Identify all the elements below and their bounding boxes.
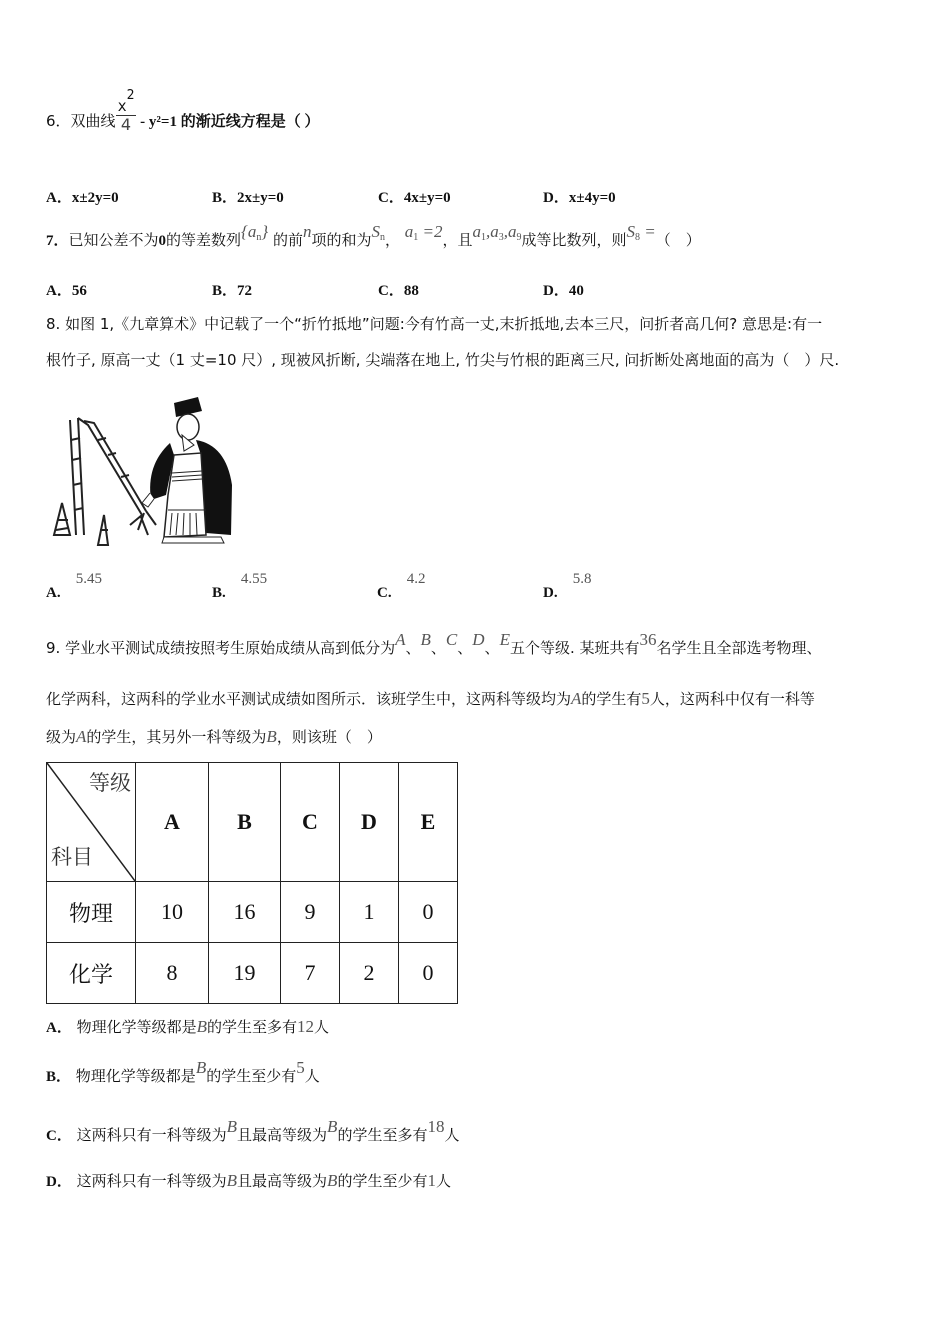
stem-text: 名学生且全部选考物理、 bbox=[656, 639, 822, 657]
q8-option-c[interactable] bbox=[377, 568, 426, 601]
option-value: 56 bbox=[71, 283, 87, 299]
grades-table bbox=[46, 762, 458, 1004]
option-text: 人 bbox=[444, 1126, 460, 1144]
option-text: 人 bbox=[314, 1018, 330, 1036]
math: a bbox=[490, 222, 499, 241]
question-9-line-1 bbox=[46, 630, 822, 658]
math-a1-a3-a9: $a_1,a_3,a_9$ bbox=[472, 222, 522, 243]
count-five: 5 bbox=[641, 689, 650, 708]
option-label: C． bbox=[378, 190, 404, 206]
table-cell: 16 bbox=[209, 882, 281, 943]
corner-grade-label: 等级 bbox=[89, 771, 131, 795]
math: S bbox=[626, 222, 636, 241]
grade-A: A bbox=[395, 630, 406, 649]
question-9-line-2 bbox=[46, 689, 815, 709]
option-value: x±2y=0 bbox=[71, 190, 119, 206]
option-label: A. bbox=[46, 585, 61, 601]
option-text: 的学生至少有 bbox=[206, 1067, 297, 1085]
grade-D: D bbox=[472, 630, 485, 649]
option-text: 且最高等级为 bbox=[237, 1126, 328, 1144]
option-number: 1 bbox=[427, 1171, 436, 1190]
option-value: 5.45 bbox=[75, 571, 102, 587]
math: =2 bbox=[418, 222, 443, 241]
table-header-row bbox=[47, 763, 458, 882]
q6-option-d[interactable] bbox=[543, 186, 616, 207]
grade-B: B bbox=[226, 1171, 238, 1190]
option-text: 且最高等级为 bbox=[237, 1172, 328, 1190]
stem-text: 双曲线 bbox=[70, 112, 116, 130]
grade-E: E bbox=[499, 630, 510, 649]
option-text: 人 bbox=[435, 1172, 451, 1190]
option-text: 的学生至少有 bbox=[337, 1172, 428, 1190]
math-S8 bbox=[627, 222, 656, 241]
option-value: 4x±y=0 bbox=[403, 190, 451, 206]
stem-text: 的等差数列 bbox=[166, 231, 242, 249]
q6-option-c[interactable] bbox=[378, 186, 451, 207]
stem-text: 的学生有 bbox=[581, 690, 642, 708]
option-text: 物理化学等级都是 bbox=[76, 1018, 197, 1036]
option-value: x±4y=0 bbox=[568, 190, 616, 206]
option-value: 5.8 bbox=[572, 571, 592, 587]
q9-option-a[interactable] bbox=[46, 1017, 329, 1038]
grade-B: B bbox=[226, 1117, 238, 1136]
table-header-cell: A bbox=[136, 763, 209, 882]
option-label: C． bbox=[46, 1128, 72, 1144]
stem-number: 0 bbox=[158, 233, 167, 249]
q6-option-a[interactable] bbox=[46, 186, 119, 207]
math: a bbox=[404, 222, 414, 241]
table-row-label: 化学 bbox=[47, 943, 136, 1004]
diagonal-header bbox=[47, 763, 135, 881]
q7-option-d[interactable] bbox=[543, 279, 584, 300]
table-cell: 1 bbox=[340, 882, 399, 943]
stem-text: 项的和为 bbox=[311, 231, 372, 249]
question-8-line-1: 8. 如图 1,《九章算术》中记载了一个“折竹抵地”问题:今有竹高一丈,末折抵地,去本三尺，问折者高几何? 意思是:有一 bbox=[46, 315, 823, 333]
option-label: B． bbox=[212, 283, 238, 299]
option-number: 18 bbox=[427, 1117, 445, 1136]
option-number: 5 bbox=[296, 1058, 305, 1077]
option-label: A． bbox=[46, 1020, 72, 1036]
stem-text: 的前 bbox=[272, 231, 303, 249]
stem-text: 9. 学业水平测试成绩按照考生原始成绩从高到低分为 bbox=[46, 639, 396, 657]
stem-text: 成等比数列，则 bbox=[521, 231, 627, 249]
grade-A: A bbox=[76, 727, 87, 746]
stem-text: 人，这两科中仅有一科等 bbox=[649, 690, 815, 708]
table-cell: 19 bbox=[209, 943, 281, 1004]
math: a bbox=[508, 222, 517, 241]
q8-option-d[interactable] bbox=[543, 568, 592, 601]
subscript: 9 bbox=[516, 232, 522, 243]
option-text: 人 bbox=[304, 1067, 320, 1085]
table-row bbox=[47, 943, 458, 1004]
fraction-x2-over-4 bbox=[116, 88, 137, 134]
frac-denominator: 4 bbox=[120, 115, 132, 134]
question-number: 6． bbox=[46, 112, 71, 130]
option-label: D． bbox=[46, 1174, 72, 1190]
grade-B: B bbox=[420, 630, 431, 649]
table-header-cell: C bbox=[281, 763, 340, 882]
option-value: 4.2 bbox=[406, 571, 426, 587]
option-text: 的学生至多有 bbox=[337, 1126, 428, 1144]
table-cell: 10 bbox=[136, 882, 209, 943]
stem-text: 级为 bbox=[46, 728, 77, 746]
table-cell: 0 bbox=[399, 943, 458, 1004]
bamboo-stalk bbox=[54, 418, 156, 545]
stem-text: ，则该班（ ） bbox=[276, 728, 382, 746]
sequence-an bbox=[241, 222, 268, 241]
q9-option-c[interactable] bbox=[46, 1117, 460, 1146]
question-number: 7． bbox=[46, 233, 69, 249]
option-value: 88 bbox=[403, 283, 419, 299]
table-header-cell: D bbox=[340, 763, 399, 882]
option-label: B. bbox=[212, 585, 226, 601]
grade-B: B bbox=[195, 1058, 207, 1077]
grade-A: A bbox=[571, 689, 582, 708]
grade-C: C bbox=[445, 630, 458, 649]
math: S bbox=[371, 222, 380, 241]
option-label: C． bbox=[378, 283, 404, 299]
subscript: 1 bbox=[481, 232, 487, 243]
student-total: 36 bbox=[639, 630, 657, 649]
table-cell: 0 bbox=[399, 882, 458, 943]
table-header-cell: E bbox=[399, 763, 458, 882]
math-Sn bbox=[371, 222, 385, 241]
option-text: 物理化学等级都是 bbox=[75, 1067, 196, 1085]
q8-option-a[interactable] bbox=[46, 568, 102, 601]
table-cell: 8 bbox=[136, 943, 209, 1004]
table-cell: 9 bbox=[281, 882, 340, 943]
q9-option-b[interactable] bbox=[46, 1058, 320, 1087]
corner-subject-label: 科目 bbox=[51, 845, 93, 869]
table-cell: 7 bbox=[281, 943, 340, 1004]
table-corner-cell bbox=[47, 763, 136, 882]
scholar-figure bbox=[142, 397, 232, 543]
punct: 、 bbox=[457, 639, 473, 657]
stem-text: 已知公差不为 bbox=[68, 231, 159, 249]
table-row bbox=[47, 882, 458, 943]
q7-option-c[interactable] bbox=[378, 279, 419, 300]
option-text: 这两科只有一科等级为 bbox=[76, 1126, 227, 1144]
table-row-label: 物理 bbox=[47, 882, 136, 943]
stem-text: 化学两科，这两科的学业水平测试成绩如图所示．该班学生中，这两科等级均为 bbox=[46, 690, 572, 708]
option-text: 这两科只有一科等级为 bbox=[76, 1172, 227, 1190]
option-value: 72 bbox=[237, 283, 253, 299]
grade-B: B bbox=[196, 1017, 208, 1036]
option-label: A． bbox=[46, 283, 72, 299]
grade-B: B bbox=[266, 727, 277, 746]
q6-option-b[interactable] bbox=[212, 186, 284, 207]
q9-option-d[interactable] bbox=[46, 1171, 451, 1192]
option-number: 12 bbox=[297, 1017, 315, 1036]
question-9-line-3 bbox=[46, 727, 382, 747]
stem-text: 五个等级. 某班共有 bbox=[509, 639, 640, 657]
stem-text: 的学生，其另外一科等级为 bbox=[86, 728, 267, 746]
subscript: 8 bbox=[635, 232, 641, 243]
punct: ， bbox=[384, 231, 400, 249]
math-a1-eq-2 bbox=[405, 222, 443, 241]
illustration-svg bbox=[46, 385, 234, 553]
punct: 、 bbox=[405, 639, 421, 657]
punct: 、 bbox=[430, 639, 446, 657]
subscript: n bbox=[256, 232, 262, 243]
subscript: 1 bbox=[413, 232, 419, 243]
stem-text: ，且 bbox=[442, 231, 473, 249]
scholar-bamboo-illustration bbox=[46, 385, 234, 553]
option-value: 2x±y=0 bbox=[237, 190, 284, 206]
question-6-stem bbox=[46, 88, 320, 142]
option-label: D． bbox=[543, 283, 569, 299]
q7-option-b[interactable] bbox=[212, 279, 252, 300]
question-8-line-2: 根竹子, 原高一丈（1 丈=10 尺）, 现被风折断, 尖端落在地上, 竹尖与竹根的距离三尺, 问折断处离地面的高为（ ）尺. bbox=[46, 351, 840, 369]
math: a bbox=[472, 222, 482, 241]
table-header-cell: B bbox=[209, 763, 281, 882]
option-label: D． bbox=[543, 190, 569, 206]
subscript: 3 bbox=[498, 232, 504, 243]
table-cell: 2 bbox=[340, 943, 399, 1004]
option-label: B． bbox=[46, 1069, 72, 1085]
subscript: n bbox=[379, 232, 385, 243]
math: = bbox=[640, 222, 656, 241]
option-value: 40 bbox=[568, 283, 584, 299]
option-label: A． bbox=[46, 190, 72, 206]
q7-option-a[interactable] bbox=[46, 279, 87, 300]
math-n: n bbox=[302, 222, 312, 241]
grade-B: B bbox=[327, 1117, 338, 1136]
frac-numerator: x bbox=[117, 97, 127, 115]
option-label: C. bbox=[377, 585, 392, 601]
math: {a bbox=[241, 222, 257, 241]
exponent: 2 bbox=[126, 88, 135, 103]
option-value: 4.55 bbox=[240, 571, 268, 587]
grade-B: B bbox=[327, 1171, 338, 1190]
stem-text: - y²=1 的渐近线方程是（ ） bbox=[136, 114, 320, 130]
option-label: D. bbox=[543, 585, 558, 601]
math: } bbox=[261, 222, 269, 241]
punct: 、 bbox=[484, 639, 500, 657]
q8-option-b[interactable] bbox=[212, 568, 268, 601]
answer-blank: （ ） bbox=[655, 231, 701, 249]
option-label: B． bbox=[212, 190, 238, 206]
option-text: 的学生至多有 bbox=[207, 1018, 298, 1036]
question-7-stem bbox=[46, 222, 701, 256]
